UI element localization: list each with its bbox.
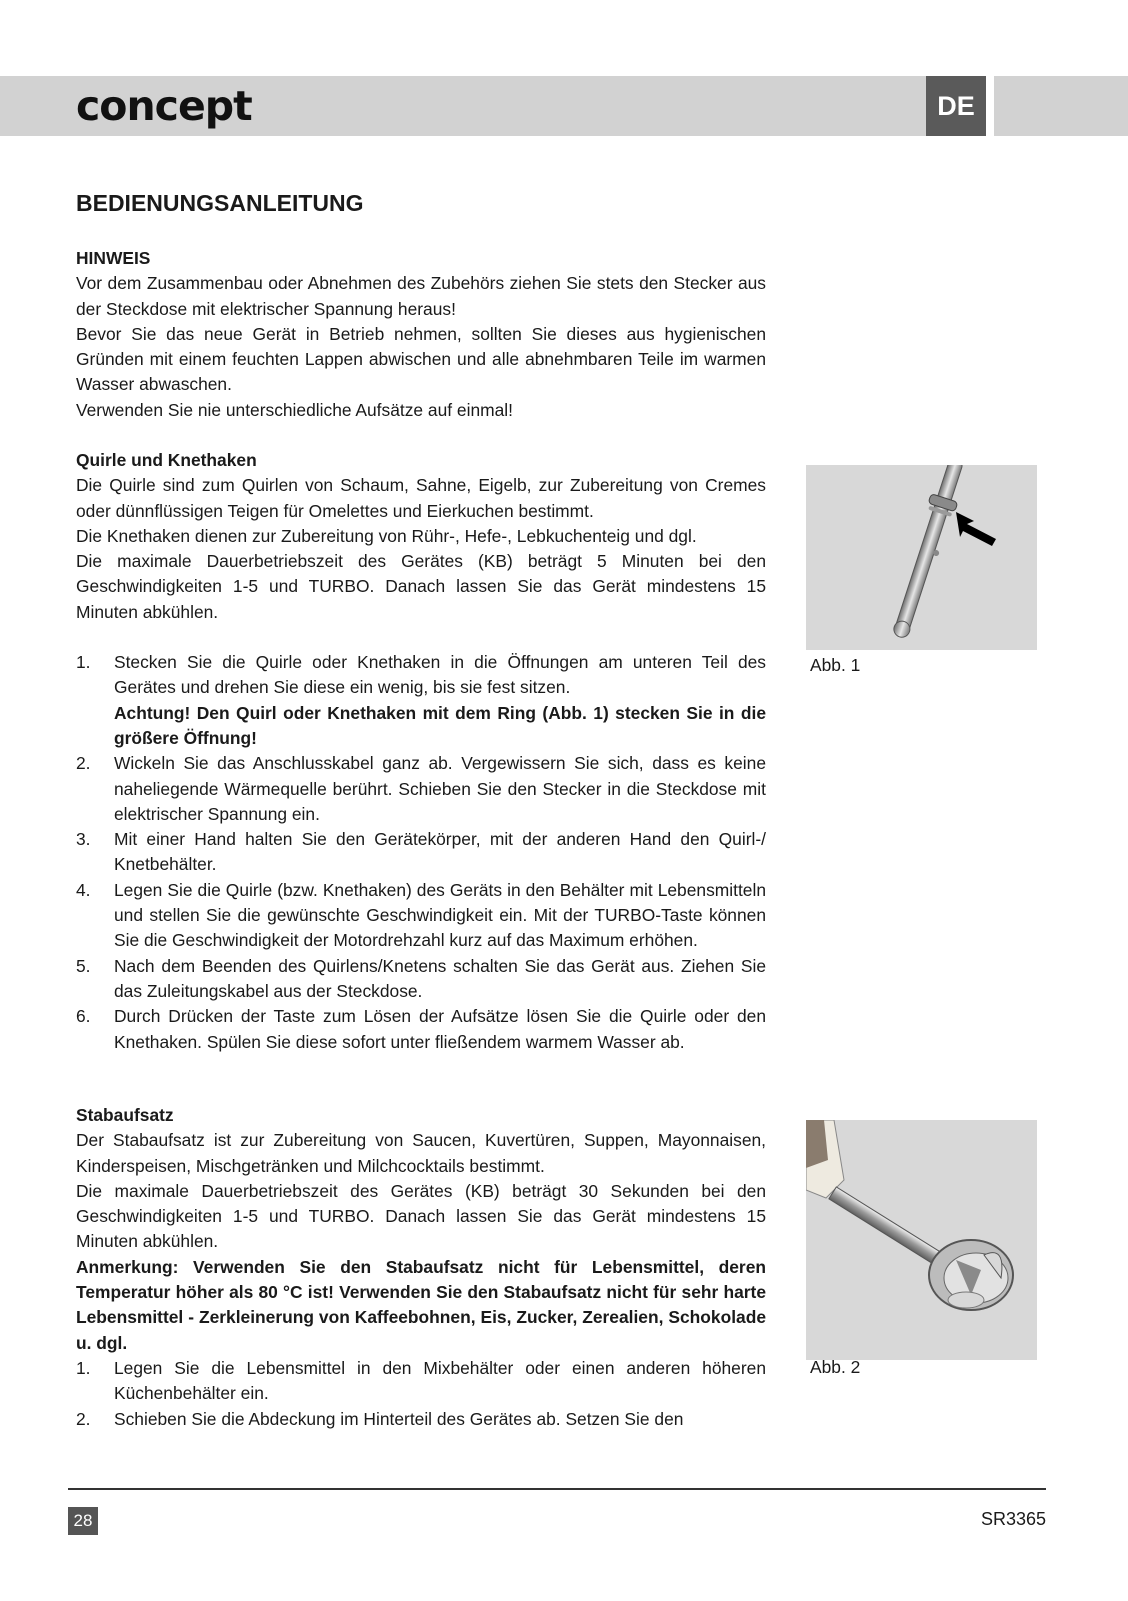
step-number: 2. [76, 1408, 91, 1429]
list-item [76, 751, 766, 827]
figure-caption-1: Abb. 1 [810, 655, 861, 675]
stab-paragraph-2: Die maximale Dauerbetriebszeit des Gerätes (KB) beträgt 30 Sekunden bei den Geschwindigkeiten 1-5 und TURBO. Danach lassen Sie das Gerät mindestens 15 Minuten abkühlen. [76, 1180, 766, 1252]
stab-section [76, 1103, 766, 1432]
step-text: Durch Drücken der Taste zum Lösen der Aufsätze lösen Sie die Quirle oder den Knethaken. Spülen Sie diese sofort unter fließendem warmem Wasser ab. [114, 1006, 766, 1052]
hinweis-paragraph-1: Vor dem Zusammenbau oder Abnehmen des Zubehörs ziehen Sie stets den Stecker aus der Steckdose mit elektrischer Spannung heraus! [76, 273, 766, 319]
list-item [76, 1356, 766, 1407]
quirle-paragraph-3: Die maximale Dauerbetriebszeit des Gerätes (KB) beträgt 5 Minuten bei den Geschwindigkeiten 1-5 und TURBO. Danach lassen Sie das Gerät mindestens 15 Minuten abkühlen. [76, 551, 766, 622]
figure-abb1-whisk [806, 465, 1037, 650]
quirle-section [76, 448, 766, 1055]
step-text: Stecken Sie die Quirle oder Knethaken in die Öffnungen am unteren Teil des Gerätes und drehen Sie diese ein wenig, bis sie fest sitzen. [114, 652, 766, 698]
quirle-steps-list [76, 650, 766, 1055]
header-divider [986, 76, 994, 136]
figure-abb2-blender [806, 1120, 1037, 1360]
step-text: Legen Sie die Quirle (bzw. Knethaken) des Geräts in den Behälter mit Lebensmitteln und stellen Sie die gewünschte Geschwindigkeit ein. Mit der TURBO-Taste können Sie die Geschwindigkeit der Motordrehzahl kurz auf das Maximum erhöhen. [114, 879, 766, 951]
step-text: Schieben Sie die Abdeckung im Hinterteil des Gerätes ab. Setzen Sie den [114, 1408, 684, 1429]
stab-steps-list [76, 1356, 766, 1432]
step-number: 1. [76, 1357, 91, 1378]
step-text: Nach dem Beenden des Quirlens/Knetens schalten Sie das Gerät aus. Ziehen Sie das Zuleitungskabel aus der Steckdose. [114, 955, 766, 1001]
step-number: 4. [76, 879, 91, 900]
list-item [76, 827, 766, 878]
list-item [76, 954, 766, 1005]
hinweis-section [76, 246, 766, 423]
stab-heading: Stabaufsatz [76, 1105, 174, 1125]
step-number: 1. [76, 652, 91, 673]
footer-divider [68, 1488, 1046, 1490]
step-number: 5. [76, 955, 91, 976]
language-badge: DE [926, 76, 986, 136]
quirle-paragraph-2: Die Knethaken dienen zur Zubereitung von Rühr-, Hefe-, Lebkuchenteig und dgl. [76, 525, 697, 546]
stab-note: Anmerkung: Verwenden Sie den Stabaufsatz nicht für Lebensmittel, deren Temperatur höher als 80 °C ist! Verwenden Sie den Stabaufsatz nicht für sehr harte Lebensmittel - Zerkleinerung von Kaffeebohnen, Eis, Zucker, Zerealien, Schokolade u. dgl. [76, 1256, 766, 1353]
page-title: BEDIENUNGSANLEITUNG [76, 190, 364, 216]
list-item [76, 1407, 766, 1432]
figure-caption-2: Abb. 2 [810, 1357, 861, 1377]
hinweis-heading: HINWEIS [76, 248, 151, 268]
quirle-heading: Quirle und Knethaken [76, 450, 257, 470]
step-number: 3. [76, 829, 91, 850]
stab-paragraph-1: Der Stabaufsatz ist zur Zubereitung von Saucen, Kuvertüren, Suppen, Mayonnaisen, Kinderspeisen, Mischgetränken und Milchcocktails bestimmt. [76, 1130, 766, 1176]
list-item [76, 650, 766, 751]
list-item [76, 878, 766, 954]
step-warning: Achtung! Den Quirl oder Knethaken mit dem Ring (Abb. 1) stecken Sie in die größere Öffnung! [114, 702, 766, 748]
page-number: 28 [68, 1507, 98, 1535]
model-number: SR3365 [980, 1509, 1046, 1529]
brand-logo: concept [76, 82, 252, 130]
step-text: Legen Sie die Lebensmittel in den Mixbehälter oder einen anderen höheren Küchenbehälter ein. [114, 1357, 766, 1404]
hinweis-paragraph-2: Bevor Sie das neue Gerät in Betrieb nehmen, sollten Sie dieses aus hygienischen Gründen mit einem feuchten Lappen abwischen und alle abnehmbaren Teile im warmen Wasser abwaschen. [76, 323, 766, 395]
step-text: Mit einer Hand halten Sie den Gerätekörper, mit der anderen Hand den Quirl-/ Knetbehälter. [114, 829, 766, 875]
step-number: 2. [76, 753, 91, 774]
step-text: Wickeln Sie das Anschlusskabel ganz ab. Vergewissern Sie sich, dass es keine naheliegende Wärmequelle berührt. Schieben Sie den Stecker in die Steckdose mit elektrischer Spannung ein. [114, 753, 766, 824]
hinweis-paragraph-3: Verwenden Sie nie unterschiedliche Aufsätze auf einmal! [76, 399, 513, 420]
list-item [76, 1004, 766, 1055]
quirle-paragraph-1: Die Quirle sind zum Quirlen von Schaum, Sahne, Eigelb, zur Zubereitung von Cremes oder dünnflüssigen Teigen für Omelettes und Eierkuchen bestimmt. [76, 475, 766, 521]
step-number: 6. [76, 1006, 91, 1027]
